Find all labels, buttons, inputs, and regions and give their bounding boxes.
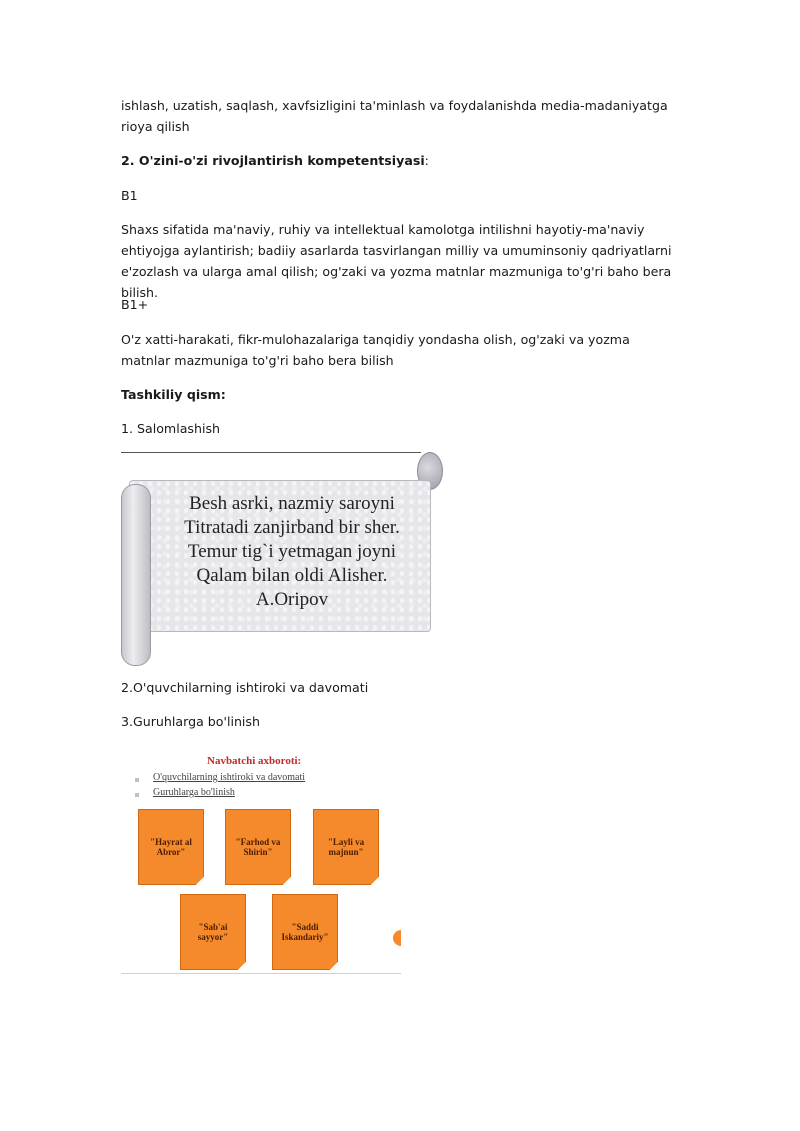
group-card-saddi: "Saddi Iskandariy" — [272, 894, 338, 970]
paragraph-media-culture: ishlash, uzatish, saqlash, xavfsizligini ta'minlash va foydalanishda media-madaniyatga rioya qilish — [121, 98, 668, 134]
group-card-sabai: "Sab'ai sayyor" — [180, 894, 246, 970]
poem-line: Qalam bilan oldi Alisher. — [196, 565, 388, 586]
paragraph-b1-description: Shaxs sifatida ma'naviy, ruhiy va intellektual kamolotga intilishni hayotiy-ma'naviy ehtiyojga aylantirish; badiiy asarlarda tasvirlangan milliy va umuminsoniy qadriyatlarni e'zozlash va ularga amal qilish; og'zaki va yozma matnlar mazmuniga to'g'ri baho bera bilish. — [121, 222, 672, 300]
slide-title: Navbatchi axboroti: — [207, 755, 302, 767]
poem-scroll-image — [121, 452, 443, 664]
slide-edge-marker — [393, 930, 401, 946]
level-b1: B1 — [121, 188, 138, 203]
slide-item-grouping: Guruhlarga bo'linish — [153, 787, 235, 798]
heading-self-development — [121, 150, 681, 171]
poem-line: Temur tig`i yetmagan joyni — [187, 541, 397, 562]
heading-colon: : — [424, 153, 429, 168]
slide-item-attendance: O'quvchilarning ishtiroki va davomati — [153, 772, 306, 783]
bullet-icon — [135, 793, 139, 797]
step-grouping: 3.Guruhlarga bo'linish — [121, 714, 260, 729]
heading-self-development-text: 2. O'zini-o'zi rivojlantirish kompetentsiyasi — [121, 153, 425, 168]
heading-organizational: Tashkiliy qism: — [121, 387, 226, 402]
bullet-icon — [135, 778, 139, 782]
poem-author: A.Oripov — [255, 589, 329, 610]
scroll-roll-left — [121, 484, 151, 666]
level-b1-plus: B1+ — [121, 297, 149, 312]
group-card-farhod: "Farhod va Shirin" — [225, 809, 291, 885]
paragraph-b1-plus-description: O'z xatti-harakati, fikr-mulohazalariga tanqidiy yondasha olish, og'zaki va yozma matnlar mazmuniga to'g'ri baho bera bilish — [121, 332, 630, 368]
poem-line: Besh asrki, nazmiy saroyni — [189, 493, 395, 514]
group-card-layli: "Layli va majnun" — [313, 809, 379, 885]
groups-slide-image — [121, 745, 401, 974]
scroll-top-edge — [121, 452, 421, 453]
group-card-hayrat: "Hayrat al Abror" — [138, 809, 204, 885]
step-greeting: 1. Salomlashish — [121, 421, 221, 436]
step-attendance: 2.O'quvchilarning ishtiroki va davomati — [121, 680, 369, 695]
poem-text — [157, 492, 427, 612]
poem-line: Titratadi zanjirband bir sher. — [184, 517, 400, 538]
